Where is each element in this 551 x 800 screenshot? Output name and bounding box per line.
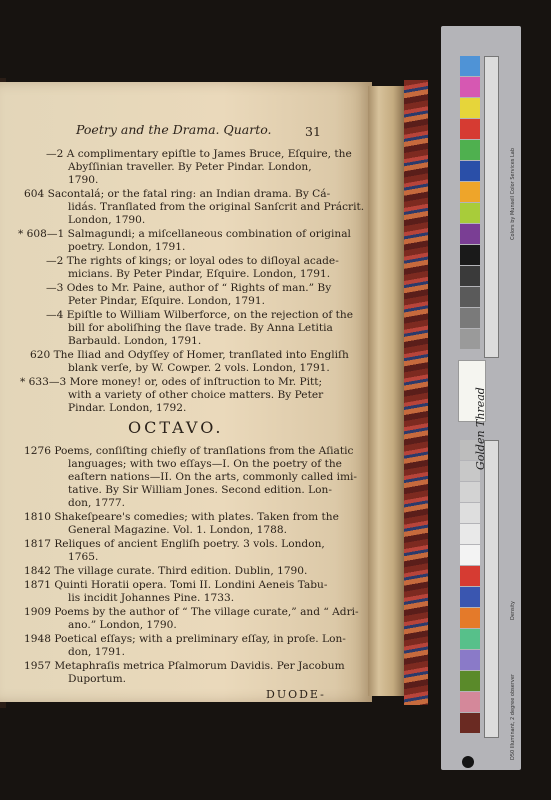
- color-patch: [460, 713, 480, 733]
- entry-line: 1810 Shakeſpeare's comedies; with plates. Taken from the: [24, 511, 339, 523]
- color-patch: [460, 245, 480, 265]
- marbled-board: [404, 80, 428, 705]
- entry-line: Abyſſinian traveller. By Peter Pindar. London,: [68, 161, 312, 173]
- color-patch: [460, 224, 480, 244]
- entry-line: —2 A complimentary epiſtle to James Bruce, Eſquire, the: [46, 148, 352, 160]
- entry-line: poetry. London, 1791.: [68, 241, 186, 253]
- density-scale: [484, 56, 499, 358]
- card-title-text: Colors by Munsell Color Services Lab: [510, 147, 516, 240]
- color-patch: [460, 266, 480, 286]
- color-patch: [460, 650, 480, 670]
- color-patch: [460, 692, 480, 712]
- color-patch: [460, 119, 480, 139]
- color-patch: [460, 566, 480, 586]
- color-patch: [460, 329, 480, 349]
- color-patch: [460, 203, 480, 223]
- entry-line: lis incidit Johannes Pine. 1733.: [68, 592, 235, 604]
- entry-line: 1842 The village curate. Third edition. Dublin, 1790.: [24, 565, 308, 577]
- density-scale: [484, 440, 499, 738]
- running-header: Poetry and the Drama. Quarto.: [76, 122, 272, 137]
- card-density-text: Density: [510, 600, 516, 620]
- color-patch: [460, 608, 480, 628]
- color-patch: [460, 545, 480, 565]
- entry-line: lidás. Tranſlated from the original Sanſcrit and Prácrit.: [68, 201, 365, 213]
- entry-line: 604 Sacontalá; or the fatal ring: an Indian drama. By Cá-: [24, 188, 331, 200]
- entry-line: 620 The Iliad and Odyſſey of Homer, tranſlated into Engliſh: [30, 349, 349, 361]
- entry-line: languages; with two eſſays—I. On the poetry of the: [68, 458, 342, 470]
- entry-line: eaſtern nations—II. On the arts, commonly called imi-: [68, 471, 357, 483]
- entry-line: bill for aboliſhing the ſlave trade. By Anna Letitia: [68, 322, 333, 334]
- entry-line: Peter Pindar, Eſquire. London, 1791.: [68, 295, 265, 307]
- entry-line: 1909 Poems by the author of “ The village curate,” and “ Adri-: [24, 606, 359, 618]
- entry-line: London, 1790.: [68, 214, 146, 226]
- page-fore-edge: [368, 86, 404, 696]
- color-patch: [460, 98, 480, 118]
- entry-line: 1957 Metaphraſis metrica Pſalmorum Davidis. Per Jacobum: [24, 660, 345, 672]
- entry-line: Duportum.: [68, 673, 127, 685]
- entry-line: don, 1791.: [68, 646, 126, 658]
- section-heading: OCTAVO.: [128, 418, 224, 437]
- entry-line: —3 Odes to Mr. Paine, author of “ Rights of man.” By: [46, 282, 332, 294]
- entry-line: tative. By Sir William Jones. Second edition. Lon-: [68, 484, 332, 496]
- color-patch: [460, 56, 480, 76]
- entry-line: 1817 Reliques of ancient Engliſh poetry. 3 vols. London,: [24, 538, 325, 550]
- entry-line: Pindar. London, 1792.: [68, 402, 187, 414]
- color-patch: [460, 629, 480, 649]
- entry-line: * 633—3 More money! or, odes of inſtruction to Mr. Pitt;: [20, 376, 323, 388]
- entry-line: blank verſe, by W. Cowper. 2 vols. London, 1791.: [68, 362, 330, 374]
- color-patch: [460, 671, 480, 691]
- entry-line: Barbauld. London, 1791.: [68, 335, 202, 347]
- color-patch: [460, 524, 480, 544]
- entry-line: don, 1777.: [68, 497, 126, 509]
- entry-line: 1948 Poetical eſſays; with a preliminary eſſay, in proſe. Lon-: [24, 633, 346, 645]
- color-patch: [460, 182, 480, 202]
- entry-line: with a variety of other choice matters. By Peter: [68, 389, 324, 401]
- color-patch: [460, 140, 480, 160]
- color-patch: [460, 77, 480, 97]
- entry-line: 1276 Poems, conſiſting chiefly of tranſlations from the Aſiatic: [24, 445, 354, 457]
- color-patch: [460, 587, 480, 607]
- color-patch: [460, 503, 480, 523]
- entry-line: 1765.: [68, 551, 99, 563]
- entry-line: micians. By Peter Pindar, Eſquire. London, 1791.: [68, 268, 331, 280]
- card-hole: [462, 756, 474, 768]
- entry-line: * 608—1 Salmagundi; a miſcellaneous combination of original: [18, 228, 351, 240]
- card-illuminant-text: D50 Illuminant, 2 degree observer: [510, 674, 516, 760]
- entry-line: General Magazine. Vol. 1. London, 1788.: [68, 524, 287, 536]
- entry-line: ano.” London, 1790.: [68, 619, 177, 631]
- entry-line: 1790.: [68, 174, 99, 186]
- color-patch: [460, 161, 480, 181]
- color-patch: [460, 308, 480, 328]
- entry-line: 1871 Quinti Horatii opera. Tomi II. Londini Aeneis Tabu-: [24, 579, 328, 591]
- color-patch: [460, 287, 480, 307]
- color-patch: [460, 482, 480, 502]
- catchword: DUODE-: [266, 688, 326, 701]
- card-brand-text: Golden Thread: [474, 387, 487, 470]
- entry-line: —4 Epiſtle to William Wilberforce, on the rejection of the: [46, 309, 354, 321]
- page-number: 31: [305, 124, 321, 139]
- entry-line: —2 The rights of kings; or loyal odes to diſloyal acade-: [46, 255, 339, 267]
